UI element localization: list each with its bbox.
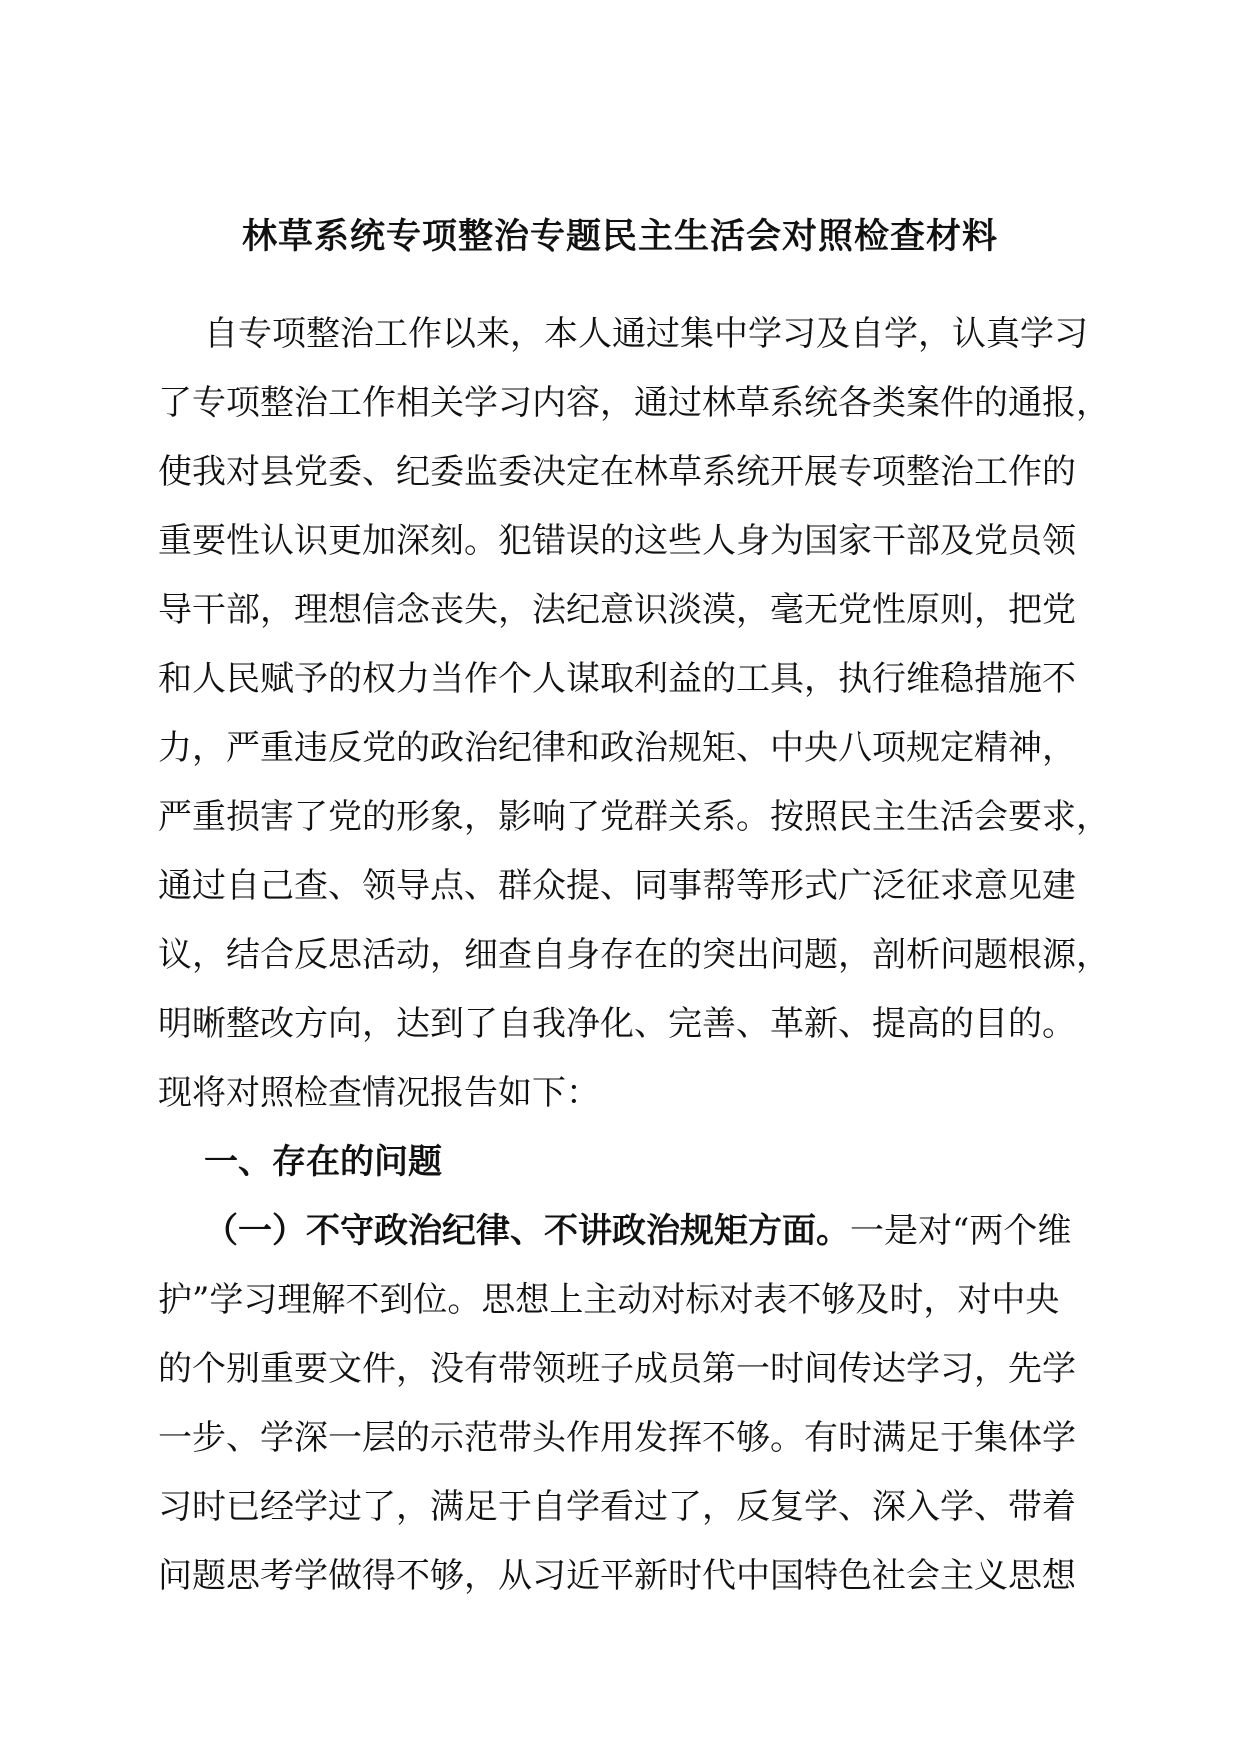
subsection-heading: （一）不守政治纪律、不讲政治规矩方面。	[204, 1211, 850, 1251]
subsection-first-line	[158, 1197, 1088, 1266]
paragraph-line: 使我对县党委、纪委监委决定在林草系统开展专项整治工作的	[158, 452, 1076, 492]
paragraph-line: 自专项整治工作以来，本人通过集中学习及自学，认真学习	[204, 314, 1088, 354]
paragraph-line: 现将对照检查情况报告如下：	[158, 1073, 600, 1113]
paragraph-line: 力，严重违反党的政治纪律和政治规矩、中央八项规定精神，	[158, 728, 1076, 768]
paragraph-line: 问题思考学做得不够，从习近平新时代中国特色社会主义思想	[158, 1556, 1076, 1596]
paragraph-line: 了专项整治工作相关学习内容，通过林草系统各类案件的通报，	[158, 383, 1110, 423]
section-heading: 一、存在的问题	[204, 1142, 442, 1182]
document-body	[158, 300, 1110, 1611]
paragraph-line: 护”学习理解不到位。思想上主动对标对表不够及时，对中央	[158, 1280, 1060, 1320]
paragraph-line: 的个别重要文件，没有带领班子成员第一时间传达学习，先学	[158, 1349, 1076, 1389]
paragraph-line: 导干部，理想信念丧失，法纪意识淡漠，毫无党性原则，把党	[158, 590, 1076, 630]
paragraph-line: 明晰整改方向，达到了自我净化、完善、革新、提高的目的。	[158, 1004, 1076, 1044]
document-title: 林草系统专项整治专题民主生活会对照检查材料	[241, 217, 998, 257]
paragraph-line: 议，结合反思活动，细查自身存在的突出问题，剖析问题根源，	[158, 935, 1110, 975]
paragraph-line: 和人民赋予的权力当作个人谋取利益的工具，执行维稳措施不	[158, 659, 1076, 699]
paragraph-line: 通过自己查、领导点、群众提、同事帮等形式广泛征求意见建	[158, 866, 1076, 906]
paragraph-line: 一步、学深一层的示范带头作用发挥不够。有时满足于集体学	[158, 1418, 1076, 1458]
subsection-first-line-text: 一是对“两个维	[850, 1211, 1072, 1251]
paragraph-line: 习时已经学过了，满足于自学看过了，反复学、深入学、带着	[158, 1487, 1076, 1527]
paragraph-line: 重要性认识更加深刻。犯错误的这些人身为国家干部及党员领	[158, 521, 1076, 561]
paragraph-line: 严重损害了党的形象，影响了党群关系。按照民主生活会要求，	[158, 797, 1110, 837]
